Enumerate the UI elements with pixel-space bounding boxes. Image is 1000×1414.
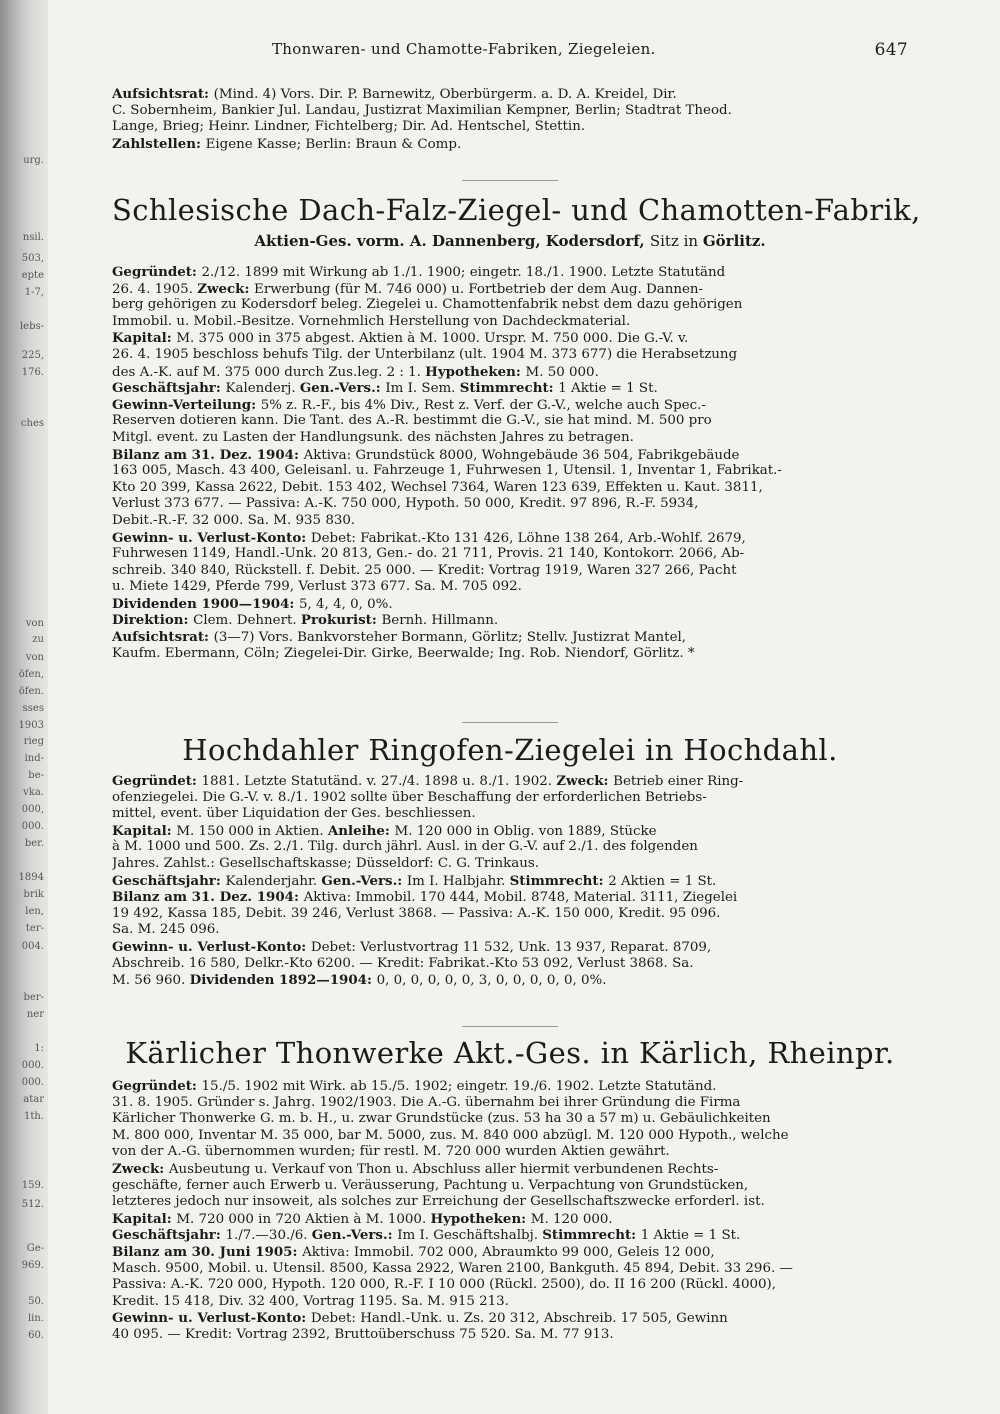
- field-text: Jahres. Zahlst.: Gesellschaftskasse; Düsseldorf: C. G. Trinkaus.: [112, 855, 540, 871]
- field-text: Eigene Kasse; Berlin: Braun & Comp.: [205, 136, 462, 152]
- page-number: 647: [874, 40, 908, 60]
- field-label: Dividenden 1900—1904:: [112, 595, 299, 612]
- text-line: [112, 1294, 908, 1311]
- field-text: 19 492, Kassa 185, Debit. 39 246, Verlust 3868. — Passiva: A.-K. 150 000, Kredit. 95 096.: [112, 905, 721, 921]
- field-text: M. 720 000 in 720 Aktien à M. 1000.: [176, 1211, 431, 1227]
- field-label: Geschäftsjahr:: [112, 380, 226, 397]
- field-text: Kärlicher Thonwerke G. m. b. H., u. zwar Grundstücke (zus. 53 ha 30 a 57 m) u. Gebäulichkeiten: [112, 1111, 771, 1127]
- text-line: [112, 413, 908, 430]
- field-label: Kapital:: [112, 822, 177, 839]
- previous-entry-continuation: [112, 86, 908, 152]
- field-text: Kalenderjahr.: [225, 873, 322, 889]
- margin-fragment: 60.: [28, 1330, 44, 1341]
- section-body-kaerlicher: [112, 1078, 908, 1344]
- margin-fragment: 000.: [21, 821, 44, 832]
- field-text: M. 50 000.: [525, 364, 599, 380]
- field-label: Gegründet:: [112, 1078, 202, 1094]
- field-text: 26. 4. 1905 beschloss behufs Tilg. der Unterbilanz (ult. 1904 M. 373 677) die Herabsetzung: [112, 346, 738, 362]
- field-text: Aktiva: Grundstück 8000, Wohngebäude 36 504, Fabrikgebäude: [303, 447, 740, 463]
- facing-page-margin-text: [0, 0, 46, 1414]
- separator-rule: [462, 1026, 558, 1027]
- text-line: [112, 939, 908, 956]
- field-text: Im I. Halbjahr.: [406, 873, 510, 889]
- field-text: M. 800 000, Inventar M. 35 000, bar M. 5000, zus. M. 840 000 abzügl. M. 120 000 Hypoth., welche: [112, 1127, 789, 1143]
- text-line: [112, 646, 908, 663]
- field-text: des A.-K. auf M. 375 000 durch Zus.leg. 2 : 1.: [112, 364, 426, 380]
- text-line: [112, 806, 908, 823]
- field-text: 26. 4. 1905.: [112, 281, 198, 297]
- field-text: Kto 20 399, Kassa 2622, Debit. 153 402, Wechsel 7364, Waren 123 639, Effekten u. Kaut. 3811,: [112, 479, 763, 495]
- field-text: 1./7.—30./6.: [225, 1228, 312, 1244]
- field-text: berg gehörigen zu Kodersdorf beleg. Ziegelei u. Chamottenfabrik nebst dem dazu gehörigen: [112, 297, 743, 313]
- field-label: Zweck:: [112, 1160, 169, 1177]
- margin-fragment: urg.: [23, 155, 44, 166]
- field-label: Bilanz am 30. Juni 1905:: [112, 1243, 303, 1260]
- field-text: Debit.-R.-F. 32 000. Sa. M. 935 830.: [112, 512, 356, 528]
- field-text: M. 375 000 in 375 abgest. Aktien à M. 1000. Urspr. M. 750 000. Die G.-V. v.: [176, 331, 689, 347]
- text-line: [112, 136, 908, 153]
- running-head-title: Thonwaren- und Chamotte-Fabriken, Ziegeleien.: [272, 40, 656, 58]
- field-label: Gewinn- u. Verlust-Konto:: [112, 1310, 311, 1327]
- field-text: 1881. Letzte Statutänd. v. 27./4. 1898 u. 8./1. 1902.: [201, 774, 557, 789]
- section-title: Schlesische Dach-Falz-Ziegel- und Chamotten-Fabrik,: [112, 193, 921, 227]
- section-title: Kärlicher Thonwerke Akt.-Ges. in Kärlich, Rheinpr.: [125, 1036, 895, 1070]
- field-label: Görlitz.: [702, 232, 766, 250]
- field-label: Zahlstellen:: [112, 135, 206, 152]
- margin-fragment: ind-: [24, 753, 44, 764]
- margin-fragment: 50.: [28, 1296, 44, 1307]
- margin-fragment: von: [25, 652, 44, 663]
- field-text: Im I. Sem.: [385, 381, 460, 397]
- running-head: [112, 40, 908, 62]
- margin-fragment: 159.: [21, 1180, 44, 1191]
- margin-fragment: epte: [21, 270, 44, 281]
- text-line: [112, 1310, 908, 1327]
- margin-fragment: 1903: [18, 720, 44, 731]
- field-label: Bilanz am 31. Dez. 1904:: [112, 446, 304, 463]
- text-line: [112, 1327, 908, 1344]
- field-text: Sa. M. 245 096.: [112, 922, 220, 938]
- field-text: Debet: Verlustvortrag 11 532, Unk. 13 937, Reparat. 8709,: [310, 939, 712, 955]
- text-line: [112, 563, 908, 580]
- text-line: [112, 922, 908, 939]
- separator-rule: [462, 180, 558, 181]
- margin-fragment: ches: [20, 418, 44, 429]
- field-label: Gen.-Vers.:: [311, 1227, 398, 1244]
- margin-fragment: ter-: [25, 923, 44, 934]
- text-line: [112, 447, 908, 464]
- field-text: Reserven dotieren kann. Die Tant. des A.-R. bestimmt die G.-V., sie hat mind. M. 500 pro: [112, 413, 712, 429]
- field-text: 2./12. 1899 mit Wirkung ab 1./1. 1900; eingetr. 18./1. 1900. Letzte Statutänd: [201, 265, 726, 280]
- field-text: Sitz in: [649, 232, 703, 250]
- field-text: M. 56 960.: [112, 973, 190, 989]
- text-line: [112, 1178, 908, 1195]
- text-line: [112, 86, 908, 103]
- field-text: 15./5. 1902 mit Wirk. ab 15./5. 1902; eingetr. 19./6. 1902. Letzte Statutänd.: [201, 1079, 717, 1094]
- field-label: Dividenden 1892—1904:: [189, 972, 377, 989]
- text-line: [112, 972, 908, 989]
- margin-fragment: atar: [23, 1094, 44, 1105]
- text-line: [112, 1095, 908, 1112]
- field-label: Gen.-Vers.:: [299, 380, 386, 397]
- text-line: [112, 773, 908, 790]
- text-line: [112, 1227, 908, 1244]
- margin-fragment: von: [25, 618, 44, 629]
- field-label: Kapital:: [112, 330, 177, 347]
- text-line: [112, 281, 908, 298]
- field-label: Direktion:: [112, 612, 194, 629]
- field-text: M. 120 000 in Oblig. von 1889, Stücke: [394, 823, 657, 839]
- text-line: [112, 839, 908, 856]
- margin-fragment: 1th.: [24, 1111, 44, 1122]
- text-line: [112, 297, 908, 314]
- field-label: Aufsichtsrat:: [112, 629, 214, 646]
- field-label: Zweck:: [556, 773, 614, 789]
- field-text: Verlust 373 677. — Passiva: A.-K. 750 000, Hypoth. 50 000, Kredit. 97 896, R.-F. 5934,: [112, 496, 699, 512]
- margin-fragment: 503,: [21, 253, 44, 264]
- field-text: Kredit. 15 418, Div. 32 400, Vortrag 1195. Sa. M. 915 213.: [112, 1293, 509, 1309]
- text-line: [112, 1161, 908, 1178]
- text-line: [112, 873, 908, 890]
- field-text: Abschreib. 16 580, Delkr.-Kto 6200. — Kredit: Fabrikat.-Kto 53 092, Verlust 3868. Sa.: [112, 955, 694, 971]
- margin-fragment: 000.: [21, 1077, 44, 1088]
- margin-fragment: nsil.: [22, 232, 44, 243]
- field-label: Gewinn- u. Verlust-Konto:: [112, 529, 311, 546]
- margin-fragment: 969.: [21, 1260, 44, 1271]
- field-text: Erwerbung (für M. 746 000) u. Fortbetrieb der dem Aug. Dannen-: [254, 281, 704, 297]
- field-label: Gewinn- u. Verlust-Konto:: [112, 938, 311, 955]
- margin-fragment: 1-7,: [24, 287, 44, 298]
- section-title: Hochdahler Ringofen-Ziegelei in Hochdahl.: [182, 733, 838, 767]
- field-text: Aktiva: Immobil. 170 444, Mobil. 8748, Material. 3111, Ziegelei: [303, 890, 738, 906]
- field-text: geschäfte, ferner auch Erwerb u. Veräusserung, Pachtung u. Verpachtung von Grundstücken,: [112, 1177, 749, 1193]
- field-text: Bernh. Hillmann.: [381, 613, 499, 629]
- field-label: Bilanz am 31. Dez. 1904:: [112, 889, 304, 906]
- margin-fragment: lebs-: [19, 321, 44, 332]
- text-line: [112, 790, 908, 807]
- field-label: Stimmrecht:: [509, 872, 609, 889]
- margin-fragment: 512.: [21, 1199, 44, 1210]
- field-label: Anleihe:: [327, 822, 395, 839]
- field-text: M. 150 000 in Aktien.: [176, 823, 328, 839]
- margin-fragment: ner: [26, 1009, 44, 1020]
- field-label: Gegründet:: [112, 773, 202, 789]
- field-text: 1 Aktie = 1 St.: [558, 381, 658, 397]
- field-text: M. 120 000.: [530, 1211, 613, 1227]
- text-line: [112, 956, 908, 973]
- margin-fragment: ber-: [23, 992, 44, 1003]
- margin-fragment: 1894: [18, 872, 44, 883]
- text-line: [112, 530, 908, 547]
- text-line: [112, 856, 908, 873]
- margin-fragment: 000,: [21, 804, 44, 815]
- text-line: [112, 496, 908, 513]
- text-line: [112, 546, 908, 563]
- margin-fragment: öfen.: [18, 686, 44, 697]
- text-line: [112, 103, 908, 120]
- text-line: [112, 1078, 908, 1095]
- text-line: [112, 596, 908, 613]
- text-line: [112, 330, 908, 347]
- field-text: Kalenderj.: [225, 381, 300, 397]
- field-text: von der A.-G. übernommen wurden; für restl. M. 720 000 wurden Aktien gewährt.: [112, 1144, 670, 1160]
- field-label: Geschäftsjahr:: [112, 872, 226, 889]
- field-label: Hypotheken:: [430, 1210, 531, 1227]
- text-line: [112, 1277, 908, 1294]
- field-text: Mitgl. event. zu Lasten der Handlungsunk. des nächsten Jahres zu betragen.: [112, 429, 634, 445]
- text-line: [112, 347, 908, 364]
- margin-fragment: Ge-: [26, 1243, 44, 1254]
- text-line: [112, 463, 908, 480]
- margin-fragment: 225,: [21, 350, 44, 361]
- text-line: [112, 1194, 908, 1211]
- text-line: [112, 889, 908, 906]
- field-text: 0, 0, 0, 0, 0, 0, 3, 0, 0, 0, 0, 0, 0%.: [376, 973, 607, 989]
- margin-fragment: zu: [32, 634, 44, 645]
- field-text: Masch. 9500, Mobil. u. Utensil. 8500, Kassa 2922, Waren 2100, Bankguth. 45 894, Debit. 33 296. —: [112, 1260, 793, 1276]
- field-text: schreib. 340 840, Rückstell. f. Debit. 25 000. — Kredit: Vortrag 1919, Waren 327 266, Pacht: [112, 562, 737, 578]
- text-line: [112, 629, 908, 646]
- field-label: Hypotheken:: [425, 363, 526, 380]
- field-text: mittel, event. über Liquidation der Ges. beschliessen.: [112, 806, 476, 822]
- field-text: ofenziegelei. Die G.-V. v. 8./1. 1902 sollte über Beschaffung der erforderlichen Betriebs-: [112, 789, 707, 805]
- field-label: Geschäftsjahr:: [112, 1227, 226, 1244]
- field-text: Aktiva: Immobil. 702 000, Abraumkto 99 000, Geleis 12 000,: [302, 1244, 715, 1260]
- field-text: 31. 8. 1905. Gründer s. Jahrg. 1902/1903. Die A.-G. übernahm bei ihrer Gründung die Firma: [112, 1094, 741, 1110]
- text-line: [112, 579, 908, 596]
- field-text: Lange, Brieg; Heinr. Lindner, Fichtelberg; Dir. Ad. Hentschel, Stettin.: [112, 119, 586, 135]
- text-line: [112, 906, 908, 923]
- field-label: Zweck:: [197, 280, 255, 297]
- field-text: à M. 1000 und 500. Zs. 2./1. Tilg. durch jährl. Ausl. in der G.-V. auf 2./1. des folgenden: [112, 839, 698, 855]
- field-text: Betrieb einer Ring-: [613, 774, 744, 789]
- text-line: [112, 1211, 908, 1228]
- field-label: Stimmrecht:: [459, 380, 559, 397]
- margin-fragment: be-: [28, 770, 44, 781]
- margin-fragment: öfen,: [18, 669, 44, 680]
- field-label: Prokurist:: [300, 612, 382, 629]
- field-text: Ausbeutung u. Verkauf von Thon u. Abschluss aller hiermit verbundenen Rechts-: [168, 1161, 719, 1177]
- text-line: [112, 397, 908, 414]
- field-text: Clem. Dehnert.: [193, 613, 301, 629]
- field-label: Gewinn-Verteilung:: [112, 396, 261, 413]
- margin-fragment: 004.: [21, 941, 44, 952]
- text-line: [112, 612, 908, 629]
- field-text: Immobil. u. Mobil.-Besitze. Vornehmlich Herstellung von Dachdeckmaterial.: [112, 313, 631, 329]
- field-text: 5, 4, 4, 0, 0%.: [299, 596, 393, 612]
- field-label: Gen.-Vers.:: [321, 872, 407, 889]
- field-text: Debet: Fabrikat.-Kto 131 426, Löhne 138 264, Arb.-Wohlf. 2679,: [310, 530, 746, 546]
- margin-fragment: sses: [22, 703, 44, 714]
- margin-fragment: ber.: [24, 838, 44, 849]
- margin-fragment: 000.: [21, 1060, 44, 1071]
- field-label: Aktien-Ges. vorm. A. Dannenberg, Kodersdorf,: [254, 232, 650, 250]
- field-text: C. Sobernheim, Bankier Jul. Landau, Justizrat Maximilian Kempner, Berlin; Stadtrat Theod.: [112, 102, 732, 118]
- field-text: Im I. Geschäftshalbj.: [397, 1228, 543, 1244]
- text-line: [112, 1244, 908, 1261]
- field-text: u. Miete 1429, Pferde 799, Verlust 373 677. Sa. M. 705 092.: [112, 579, 522, 595]
- margin-fragment: 1:: [34, 1043, 44, 1054]
- text-line: [112, 314, 908, 331]
- margin-fragment: lin.: [27, 1313, 44, 1324]
- text-line: [112, 430, 908, 447]
- field-label: Aufsichtsrat:: [112, 86, 214, 102]
- section-subtitle: [112, 232, 908, 250]
- field-text: 1 Aktie = 1 St.: [640, 1228, 741, 1244]
- field-text: Fuhrwesen 1149, Handl.-Unk. 20 813, Gen.- do. 21 711, Provis. 21 140, Kontokorr. 2066, Ab-: [112, 546, 745, 562]
- margin-fragment: 176.: [21, 367, 44, 378]
- text-line: [112, 823, 908, 840]
- text-line: [112, 264, 908, 281]
- field-text: Kaufm. Ebermann, Cöln; Ziegelei-Dir. Girke, Beerwalde; Ing. Rob. Niendorf, Görlitz. *: [112, 645, 695, 661]
- text-line: [112, 380, 908, 397]
- section-body-schlesische: [112, 264, 908, 662]
- field-text: 163 005, Masch. 43 400, Geleisanl. u. Fahrzeuge 1, Fuhrwesen 1, Utensil. 1, Inventar 1, Fabrikat.-: [112, 463, 782, 479]
- field-text: (Mind. 4) Vors. Dir. P. Barnewitz, Oberbürgerm. a. D. A. Kreidel, Dir.: [213, 87, 677, 102]
- text-line: [112, 1128, 908, 1145]
- margin-fragment: brik: [23, 889, 44, 900]
- field-text: 5% z. R.-F., bis 4% Div., Rest z. Verf. der G.-V., welche auch Spec.-: [260, 397, 706, 413]
- text-line: [112, 1261, 908, 1278]
- field-label: Gegründet:: [112, 264, 202, 280]
- text-line: [112, 119, 908, 136]
- text-line: [112, 480, 908, 497]
- text-line: [112, 364, 908, 381]
- text-line: [112, 1111, 908, 1128]
- field-text: Debet: Handl.-Unk. u. Zs. 20 312, Abschreib. 17 505, Gewinn: [310, 1311, 728, 1327]
- field-label: Kapital:: [112, 1210, 177, 1227]
- margin-fragment: rieg: [23, 736, 44, 747]
- field-text: letzteres jedoch nur insoweit, als solches zur Erreichung der Gesellschaftszwecke erforderl. ist.: [112, 1194, 765, 1210]
- margin-fragment: len,: [25, 906, 44, 917]
- field-text: 40 095. — Kredit: Vortrag 2392, Bruttoüberschuss 75 520. Sa. M. 77 913.: [112, 1326, 614, 1342]
- section-body-hochdahler: [112, 773, 908, 989]
- field-text: (3—7) Vors. Bankvorsteher Bormann, Görlitz; Stellv. Justizrat Mantel,: [213, 630, 687, 646]
- text-line: [112, 1144, 908, 1161]
- text-line: [112, 513, 908, 530]
- margin-fragment: vka.: [23, 787, 44, 798]
- field-label: Stimmrecht:: [542, 1227, 641, 1244]
- separator-rule: [462, 722, 558, 723]
- field-text: Passiva: A.-K. 720 000, Hypoth. 120 000, R.-F. I 10 000 (Rückl. 2500), do. II 16 200 (Rückl. 4000),: [112, 1277, 777, 1293]
- field-text: 2 Aktien = 1 St.: [608, 873, 717, 889]
